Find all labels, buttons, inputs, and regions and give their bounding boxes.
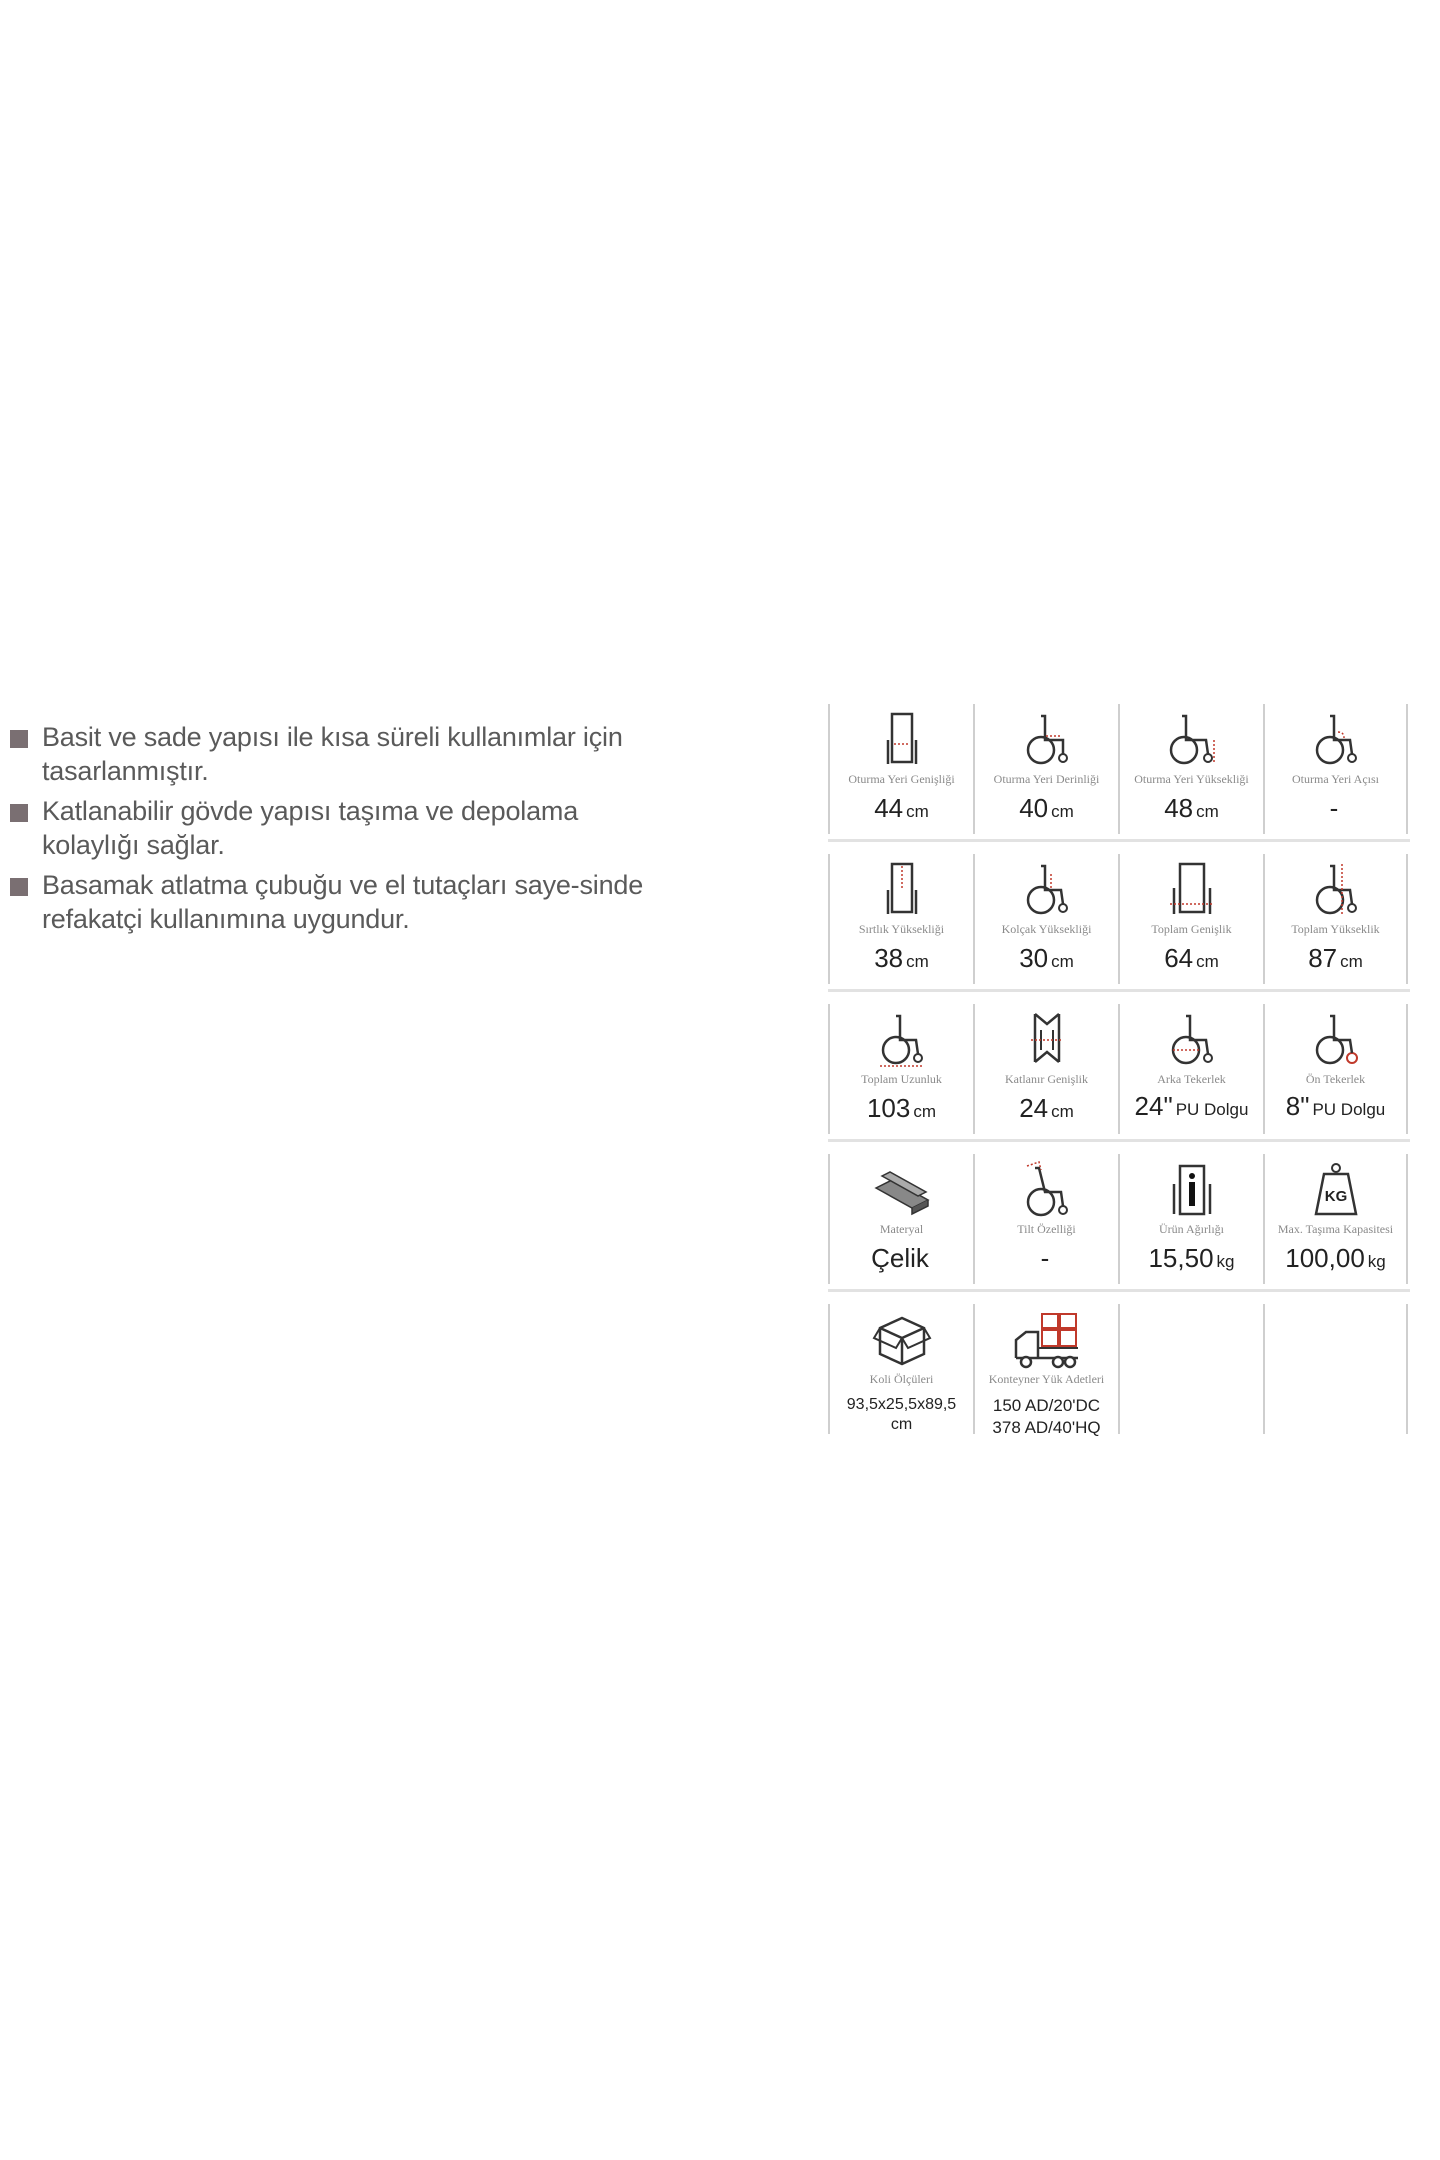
spec-cell-empty xyxy=(1118,1304,1263,1434)
spec-label: Max. Taşıma Kapasitesi xyxy=(1277,1222,1394,1236)
box-icon xyxy=(872,1310,932,1370)
feature-list xyxy=(8,720,648,942)
spec-number: 44 xyxy=(874,793,904,823)
spec-label: Materyal xyxy=(879,1222,924,1236)
spec-number: 100,00 xyxy=(1285,1243,1365,1273)
spec-cell-rear-wheel xyxy=(1118,1004,1263,1134)
spec-cell-material xyxy=(828,1154,973,1284)
spec-value xyxy=(830,943,973,977)
spec-label: Oturma Yeri Yüksekliği xyxy=(1134,772,1249,786)
spec-unit: cm xyxy=(1051,802,1074,821)
spec-line: 378 AD/40'HQ xyxy=(992,1418,1101,1437)
spec-number: 8" xyxy=(1285,1091,1310,1121)
spec-unit: kg xyxy=(1367,1252,1386,1271)
spec-cell-seat-depth xyxy=(973,704,1118,834)
feature-text: Katlanabilir gövde yapısı taşıma ve depolama kolaylığı sağlar. xyxy=(42,796,579,860)
svg-text:KG: KG xyxy=(1324,1188,1347,1205)
spec-number: - xyxy=(1329,793,1339,823)
bullet-square-icon xyxy=(10,730,28,748)
spec-value xyxy=(975,793,1118,827)
spec-number: 40 xyxy=(1019,793,1049,823)
rear-wheel-icon xyxy=(1162,1010,1222,1070)
spec-unit: kg xyxy=(1216,1252,1235,1271)
spec-label: Katlanır Genişlik xyxy=(1005,1072,1088,1086)
spec-cell-seat-width xyxy=(828,704,973,834)
feature-item xyxy=(8,720,648,788)
spec-value xyxy=(830,1243,973,1277)
spec-number: 24" xyxy=(1134,1091,1173,1121)
spec-label: Oturma Yeri Açısı xyxy=(1292,772,1379,786)
spec-cell-box-dimensions xyxy=(828,1304,973,1434)
spec-line: cm xyxy=(890,1416,913,1433)
spec-number: - xyxy=(1040,1243,1050,1273)
spec-value xyxy=(975,943,1118,977)
seat-depth-icon xyxy=(1017,710,1077,770)
spec-row xyxy=(828,1004,1410,1134)
folded-width-icon xyxy=(1017,1010,1077,1070)
spec-label: Tilt Özelliği xyxy=(1017,1222,1076,1236)
spec-number: 38 xyxy=(874,943,904,973)
spec-number: 87 xyxy=(1308,943,1338,973)
total-height-icon xyxy=(1306,860,1366,920)
spec-value xyxy=(975,1093,1118,1127)
spec-label: Ürün Ağırlığı xyxy=(1159,1222,1224,1236)
front-wheel-icon xyxy=(1306,1010,1366,1070)
spec-line: 150 AD/20'DC xyxy=(992,1396,1101,1415)
feature-item xyxy=(8,794,648,862)
spec-unit: cm xyxy=(906,802,929,821)
spec-unit: cm xyxy=(1196,802,1219,821)
spec-cell-container-load xyxy=(973,1304,1118,1437)
spec-label: Sırtlık Yüksekliği xyxy=(858,922,945,936)
spec-label: Oturma Yeri Genişliği xyxy=(848,772,955,786)
spec-cell-seat-height xyxy=(1118,704,1263,834)
armrest-height-icon xyxy=(1017,860,1077,920)
spec-unit: cm xyxy=(1340,952,1363,971)
spec-cell-backrest-height xyxy=(828,854,973,984)
bullet-square-icon xyxy=(10,878,28,896)
total-width-icon xyxy=(1162,860,1222,920)
seat-angle-icon xyxy=(1306,710,1366,770)
material-tubes-icon xyxy=(872,1160,932,1220)
spec-row xyxy=(828,704,1410,834)
spec-unit: PU Dolgu xyxy=(1312,1100,1386,1119)
spec-cell-total-width xyxy=(1118,854,1263,984)
spec-cell-product-weight xyxy=(1118,1154,1263,1284)
spec-value xyxy=(1120,793,1263,827)
kg-weight-icon xyxy=(1306,1160,1366,1220)
spec-label: Toplam Yükseklik xyxy=(1291,922,1380,936)
spec-number: 24 xyxy=(1019,1093,1049,1123)
backrest-height-icon xyxy=(872,860,932,920)
feature-item xyxy=(8,868,648,936)
spec-value xyxy=(830,793,973,827)
spec-cell-seat-angle xyxy=(1263,704,1408,834)
spec-row xyxy=(828,1304,1410,1437)
seat-width-icon xyxy=(872,710,932,770)
tilt-icon xyxy=(1017,1160,1077,1220)
spec-value xyxy=(1120,943,1263,977)
spec-unit: cm xyxy=(1196,952,1219,971)
spec-label: Kolçak Yüksekliği xyxy=(1001,922,1092,936)
seat-height-icon xyxy=(1162,710,1222,770)
spec-value xyxy=(1120,1243,1263,1277)
spec-number: 48 xyxy=(1164,793,1194,823)
spec-value xyxy=(975,1395,1118,1439)
spec-value xyxy=(830,1093,973,1127)
spec-label: Toplam Uzunluk xyxy=(861,1072,942,1086)
spec-label: Toplam Genişlik xyxy=(1151,922,1232,936)
spec-label: Oturma Yeri Derinliği xyxy=(993,772,1100,786)
spec-row xyxy=(828,854,1410,984)
feature-text: Basit ve sade yapısı ile kısa süreli kullanımlar için tasarlanmıştır. xyxy=(42,722,623,786)
spec-value xyxy=(1265,793,1406,827)
feature-text: Basamak atlatma çubuğu ve el tutaçları saye-sinde refakatçi kullanımına uygundur. xyxy=(42,870,644,934)
spec-grid xyxy=(828,704,1410,1454)
spec-unit: cm xyxy=(1051,1102,1074,1121)
spec-unit: cm xyxy=(1051,952,1074,971)
total-length-icon xyxy=(872,1010,932,1070)
spec-cell-tilt xyxy=(973,1154,1118,1284)
spec-label: Koli Ölçüleri xyxy=(869,1372,934,1386)
spec-cell-total-height xyxy=(1263,854,1408,984)
spec-cell-max-capacity xyxy=(1263,1154,1408,1284)
spec-cell-front-wheel xyxy=(1263,1004,1408,1134)
product-weight-icon xyxy=(1162,1160,1222,1220)
spec-number: 30 xyxy=(1019,943,1049,973)
spec-label: Konteyner Yük Adetleri xyxy=(988,1372,1105,1386)
spec-number: 103 xyxy=(866,1093,911,1123)
spec-unit: cm xyxy=(913,1102,937,1121)
spec-cell-total-length xyxy=(828,1004,973,1134)
spec-cell-folded-width xyxy=(973,1004,1118,1134)
spec-label: Ön Tekerlek xyxy=(1305,1072,1366,1086)
spec-cell-empty xyxy=(1263,1304,1408,1434)
spec-value xyxy=(1265,943,1406,977)
spec-line: 93,5x25,5x89,5 xyxy=(846,1396,957,1413)
spec-unit: cm xyxy=(906,952,929,971)
spec-unit: PU Dolgu xyxy=(1175,1100,1249,1119)
spec-row xyxy=(828,1154,1410,1284)
spec-value xyxy=(1120,1091,1263,1121)
spec-number: 15,50 xyxy=(1148,1243,1214,1273)
spec-value xyxy=(1265,1091,1406,1121)
container-truck-icon xyxy=(1012,1310,1082,1370)
spec-cell-armrest-height xyxy=(973,854,1118,984)
spec-value xyxy=(975,1243,1118,1277)
bullet-square-icon xyxy=(10,804,28,822)
spec-value xyxy=(830,1395,973,1435)
spec-number: 64 xyxy=(1164,943,1194,973)
spec-label: Arka Tekerlek xyxy=(1157,1072,1226,1086)
spec-number: Çelik xyxy=(871,1243,929,1273)
spec-value xyxy=(1265,1243,1406,1277)
